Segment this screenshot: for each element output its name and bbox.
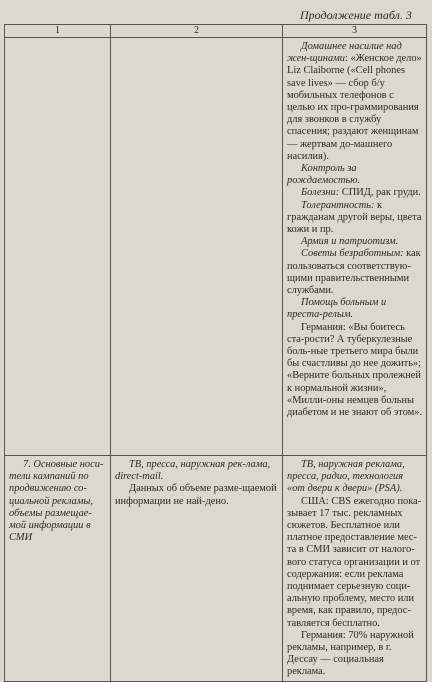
row2-col2-media: ТВ, пресса, наружная рек-лама, direct-mail. [115,459,271,483]
column-number-1: 1 [5,25,111,38]
paragraph-text: к гражданам другой веры, цвета кожи и пр. [287,199,422,236]
row2-col2-cell [111,456,283,682]
paragraph-text: как пользоваться соответствую-щими правительственными службами. [287,248,421,297]
row2-col1-text: 7. Основные носи-тели кампаний по продвижению со-циальной рекламы, объемы размещае-мой информации в СМИ [9,459,104,544]
row2-col3-cell [283,456,427,682]
paragraph-text: Германия: «Вы боитесь ста-рости? А туберкулезные боль-ные третьего мира были бы счастливы до нее дожить»; «Верните больных пролежней к нормальной жизни», «Милли-оны немцев больны диабетом и не знают об этом». [287,321,423,419]
column-number-3: 3 [283,25,427,38]
row1-col3-paragraph [287,163,423,187]
paragraph-lead: Толерантность: [301,199,375,211]
row1-col2-cell [111,38,283,456]
row1-col3-content [283,38,426,421]
row2-col3-media: ТВ, наружная реклама, пресса, радио, технология «от двери к двери» (PSA). [287,459,405,495]
continuation-title: Продолжение табл. 3 [300,8,412,22]
table-row [5,38,427,456]
table-row [5,456,427,682]
row1-col3-paragraph [287,297,423,321]
row1-col3-paragraph [287,187,423,199]
row2-col3-usa: США: CBS ежегодно пока-зывает 17 тыс. рекламных сюжетов. Бесплатное или платное предоставление мес-та в СМИ зависит от налого-вого статуса организации и от содержания: если реклама поднимает серьезную соци-альную проблему, место или время, как правило, предос-тавляется бесплатно. [287,495,422,629]
data-table [4,24,427,682]
paragraph-text: : «Женское дело» Liz Claiborne («Cell phones save lives» — сбор б/у мобильных телефонов с целью их про-граммирования для звонков в службу спасения; раздают женщинам — жертвам до-машнего насилия). [287,53,422,162]
row2-col3-germany: Германия: 70% наружной рекламы, например, в г. Дессау — социальная реклама. [287,629,414,678]
column-number-row [5,25,427,38]
row1-col3-paragraph [287,200,423,237]
paragraph-lead: Армия и патриотизм. [301,236,399,248]
paragraph-lead: Болезни: [301,187,340,199]
row2-col1-cell [5,456,111,682]
row1-col3-cell [283,38,427,456]
paragraph-lead: Домашнее насилие над жен-щинами [287,41,402,65]
paragraph-lead: Контроль за рождаемостью. [287,163,361,187]
row1-col3-paragraph [287,248,423,297]
paragraph-lead: Советы безработным: [301,248,404,260]
paragraph-lead: Помощь больным и преста-релым. [287,297,387,321]
row1-col3-paragraph [287,236,423,248]
row1-col1-cell [5,38,111,456]
row1-col3-paragraph [287,41,423,163]
row1-col3-paragraph [287,322,423,420]
paragraph-text: СПИД, рак груди. [339,187,421,199]
column-number-2: 2 [111,25,283,38]
row2-col2-text: Данных об объеме разме-щаемой информации не най-дено. [115,483,277,507]
